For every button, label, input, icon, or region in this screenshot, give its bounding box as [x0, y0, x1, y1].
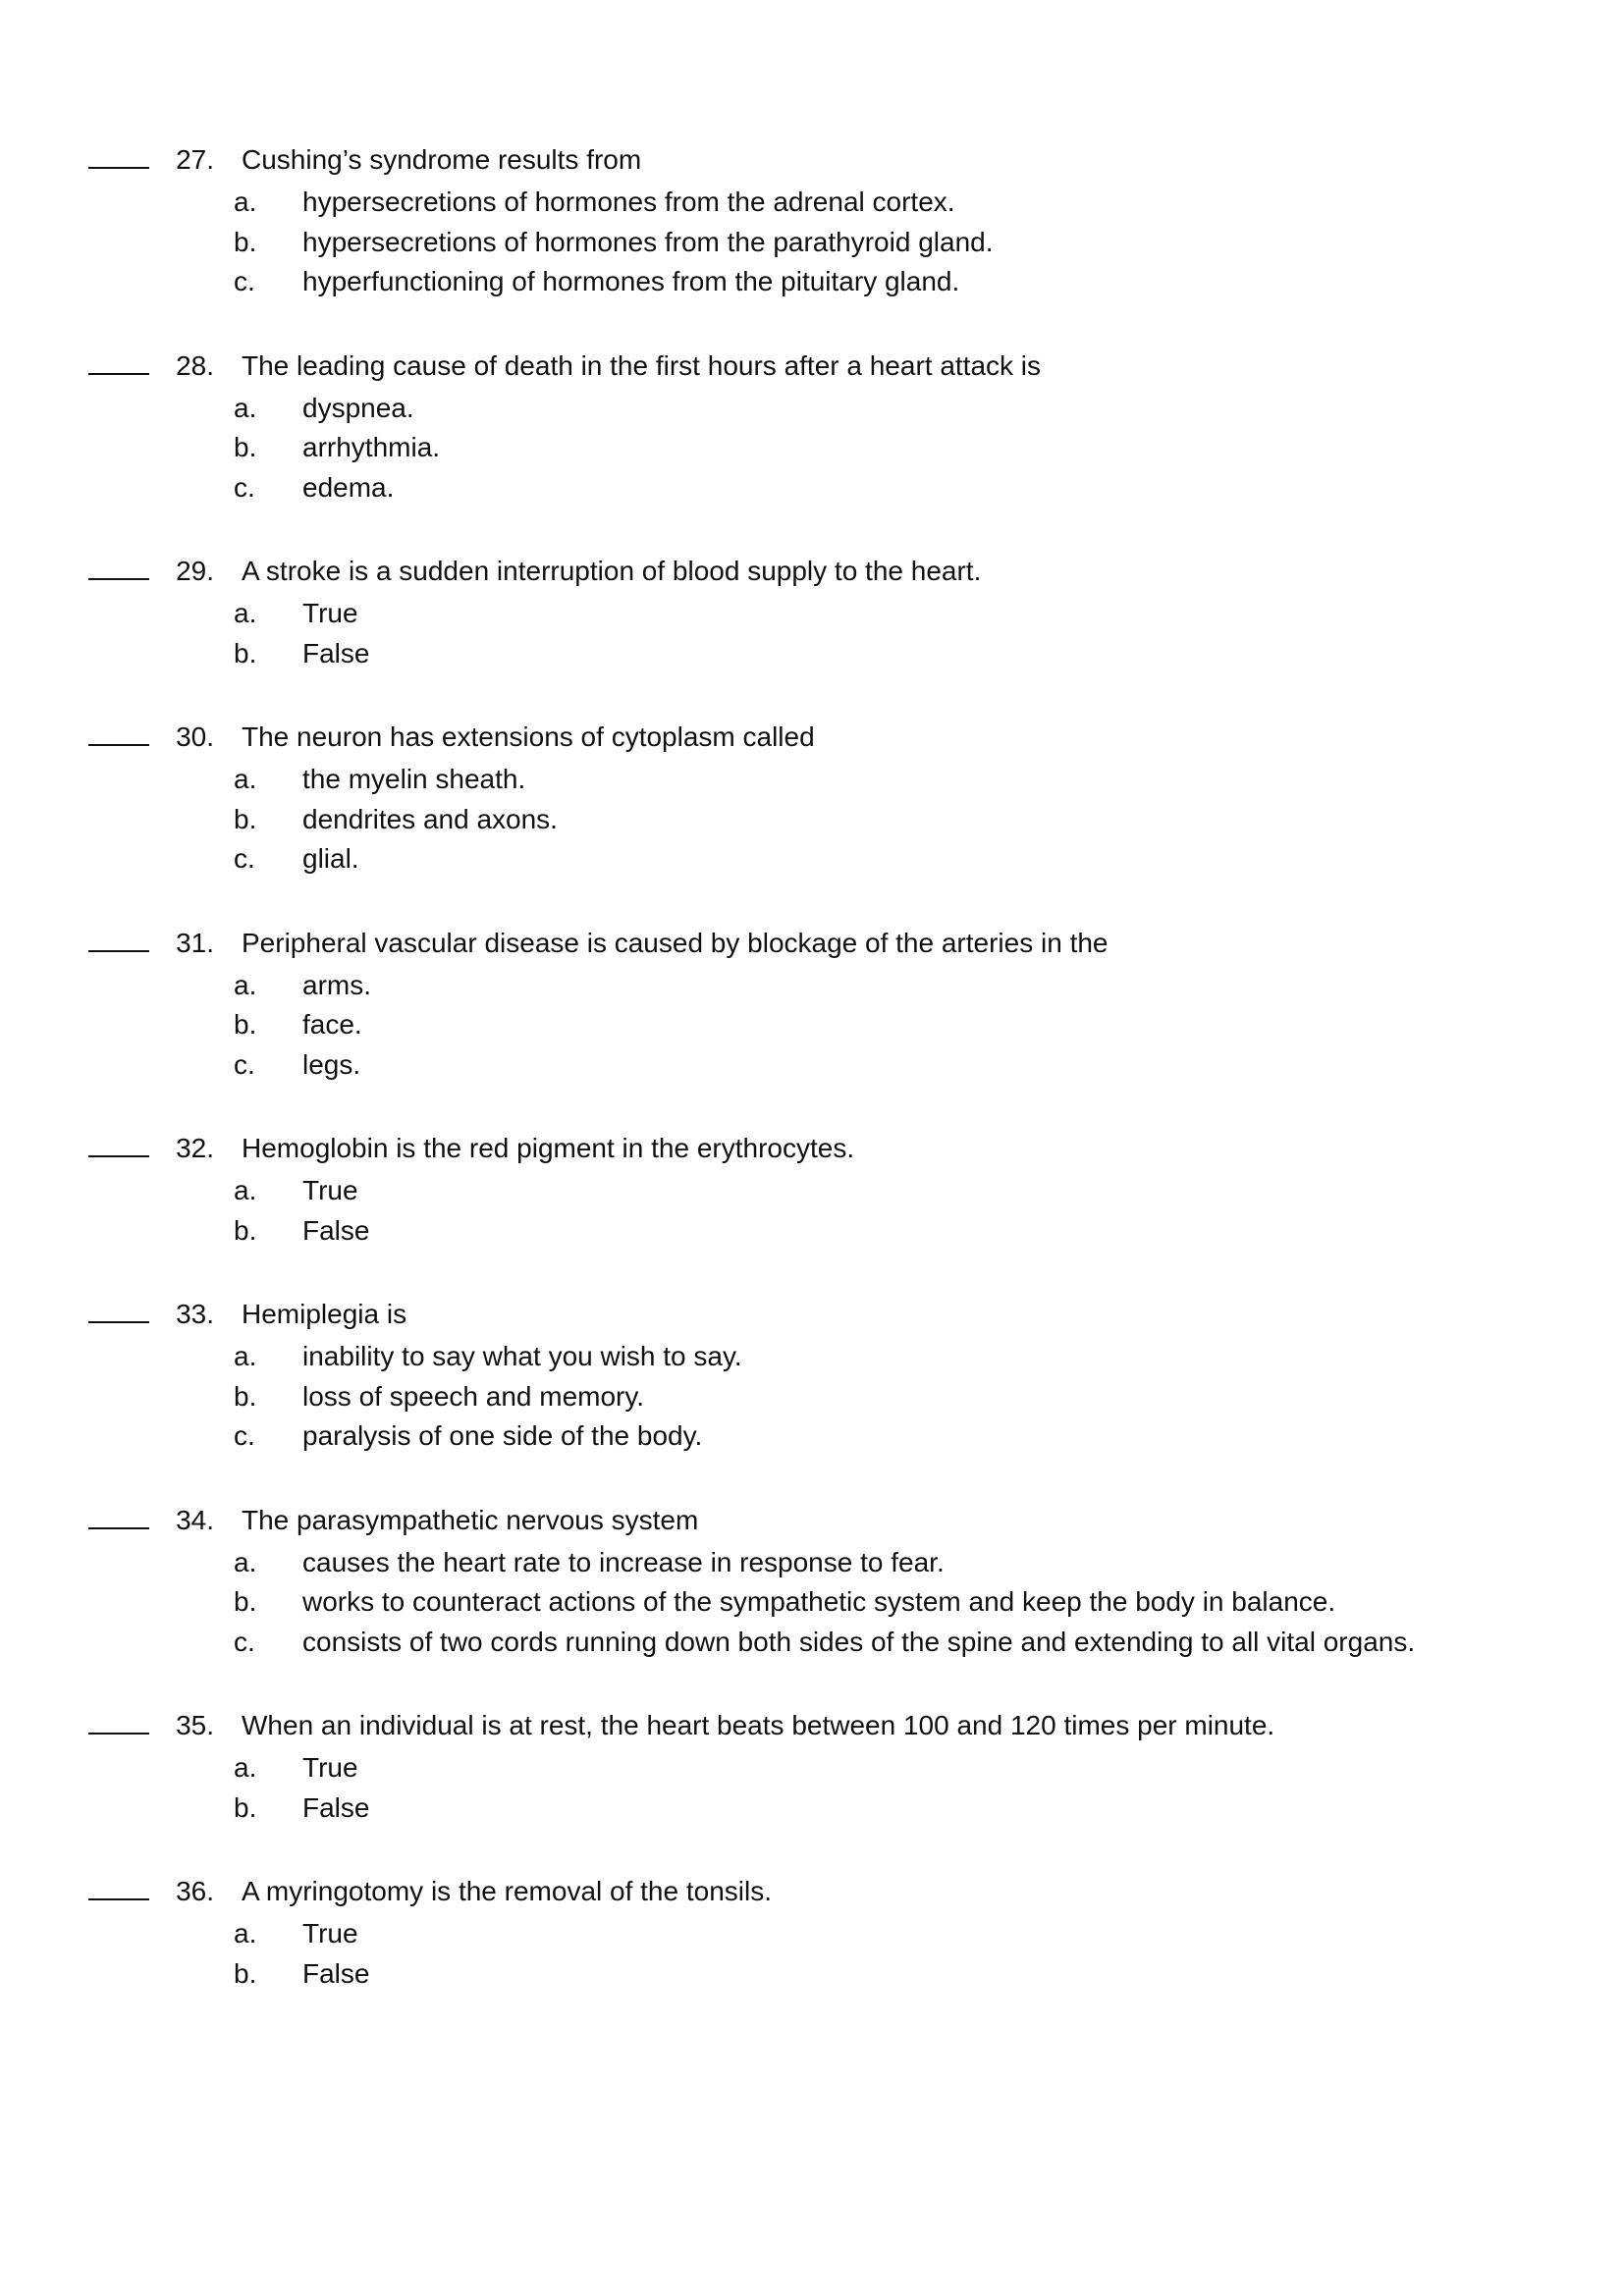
option-list — [88, 1337, 1561, 1457]
option-letter: a. — [234, 1752, 257, 1783]
option-list — [88, 1748, 1561, 1828]
option-letter: c. — [234, 843, 255, 874]
answer-option[interactable] — [88, 1789, 1561, 1829]
option-text: paralysis of one side of the body. — [302, 1420, 703, 1451]
option-letter: b. — [234, 226, 257, 257]
option-text: the myelin sheath. — [302, 764, 526, 794]
option-letter: a. — [234, 1341, 257, 1371]
question-text: The parasympathetic nervous system — [242, 1504, 699, 1535]
option-list — [88, 1543, 1561, 1663]
answer-option[interactable] — [88, 1543, 1561, 1583]
option-letter: c. — [234, 1048, 255, 1080]
question-stem-row — [88, 921, 1561, 964]
option-letter: a. — [234, 1918, 257, 1949]
option-list — [88, 1914, 1561, 1994]
question-text: When an individual is at rest, the heart beats between 100 and 120 times per minute. — [242, 1710, 1275, 1740]
answer-option[interactable] — [88, 1416, 1561, 1457]
question-35 — [88, 1703, 1561, 1828]
answer-blank[interactable] — [88, 715, 149, 746]
answer-option[interactable] — [88, 223, 1561, 263]
answer-option[interactable] — [88, 800, 1561, 840]
option-list — [88, 183, 1561, 302]
question-number: 33. — [176, 1299, 214, 1329]
option-list — [88, 760, 1561, 880]
option-letter: b. — [234, 1380, 257, 1412]
answer-option[interactable] — [88, 428, 1561, 468]
option-letter: b. — [234, 432, 257, 462]
question-text: Hemoglobin is the red pigment in the erythrocytes. — [242, 1133, 855, 1163]
option-letter: a. — [234, 187, 257, 217]
question-text: Hemiplegia is — [242, 1299, 407, 1329]
question-number: 35. — [176, 1710, 214, 1740]
question-stem-row — [88, 1126, 1561, 1169]
question-list — [88, 137, 1561, 2035]
option-text: hyperfunctioning of hormones from the pituitary gland. — [302, 266, 960, 296]
question-text: Cushing’s syndrome results from — [242, 144, 642, 175]
answer-option[interactable] — [88, 634, 1561, 674]
answer-option[interactable] — [88, 183, 1561, 223]
option-text: hypersecretions of hormones from the adrenal cortex. — [302, 187, 955, 217]
question-stem-row — [88, 1703, 1561, 1746]
option-letter: c. — [234, 266, 255, 296]
answer-option[interactable] — [88, 966, 1561, 1006]
answer-option[interactable] — [88, 1954, 1561, 1995]
option-text: face. — [302, 1009, 362, 1040]
question-text: Peripheral vascular disease is caused by blockage of the arteries in the — [242, 927, 1109, 958]
option-list — [88, 594, 1561, 673]
question-30 — [88, 715, 1561, 880]
question-number: 36. — [176, 1876, 214, 1906]
answer-option[interactable] — [88, 1005, 1561, 1045]
answer-option[interactable] — [88, 1211, 1561, 1252]
option-letter: a. — [234, 392, 257, 423]
answer-option[interactable] — [88, 1171, 1561, 1211]
option-letter: a. — [234, 1546, 257, 1577]
answer-option[interactable] — [88, 1337, 1561, 1377]
question-stem-row — [88, 344, 1561, 387]
question-32 — [88, 1126, 1561, 1251]
question-29 — [88, 549, 1561, 673]
option-text: legs. — [302, 1048, 361, 1080]
option-letter: b. — [234, 1791, 257, 1823]
option-letter: b. — [234, 803, 257, 834]
option-text: False — [302, 1957, 370, 1989]
question-stem-row — [88, 549, 1561, 592]
option-text: True — [302, 1175, 358, 1205]
question-stem-row — [88, 1292, 1561, 1335]
question-stem-row — [88, 137, 1561, 181]
question-34 — [88, 1498, 1561, 1663]
question-text: The neuron has extensions of cytoplasm called — [242, 721, 815, 752]
question-number: 27. — [176, 144, 214, 175]
option-letter: a. — [234, 1175, 257, 1205]
answer-option[interactable] — [88, 594, 1561, 634]
answer-blank[interactable] — [88, 1703, 149, 1735]
option-letter: c. — [234, 1626, 255, 1657]
question-number: 31. — [176, 927, 214, 958]
option-list — [88, 1171, 1561, 1251]
question-28 — [88, 344, 1561, 508]
answer-option[interactable] — [88, 1377, 1561, 1417]
option-letter: a. — [234, 764, 257, 794]
option-text: arrhythmia. — [302, 432, 441, 462]
option-text: causes the heart rate to increase in response to fear. — [302, 1546, 945, 1577]
answer-option[interactable] — [88, 760, 1561, 800]
option-letter: a. — [234, 969, 257, 1000]
answer-blank[interactable] — [88, 1498, 149, 1529]
answer-blank[interactable] — [88, 549, 149, 580]
question-stem-row — [88, 1498, 1561, 1541]
answer-blank[interactable] — [88, 137, 149, 169]
option-text: dyspnea. — [302, 392, 414, 423]
option-text: edema. — [302, 471, 395, 503]
question-number: 34. — [176, 1504, 214, 1535]
option-text: works to counteract actions of the sympathetic system and keep the body in balance. — [302, 1586, 1336, 1617]
option-text: arms. — [302, 969, 371, 1000]
answer-option[interactable] — [88, 262, 1561, 302]
question-36 — [88, 1869, 1561, 1994]
answer-option[interactable] — [88, 389, 1561, 429]
option-text: False — [302, 1214, 370, 1246]
question-stem-row — [88, 715, 1561, 758]
question-31 — [88, 921, 1561, 1086]
option-letter: c. — [234, 1420, 255, 1451]
option-letter: b. — [234, 1957, 257, 1989]
answer-blank[interactable] — [88, 921, 149, 952]
option-letter: b. — [234, 637, 257, 668]
option-list — [88, 389, 1561, 508]
option-text: glial. — [302, 843, 359, 874]
answer-blank[interactable] — [88, 1126, 149, 1157]
option-text: True — [302, 1752, 358, 1783]
question-27 — [88, 137, 1561, 302]
answer-blank[interactable] — [88, 1869, 149, 1900]
option-text: True — [302, 1918, 358, 1949]
answer-option[interactable] — [88, 1748, 1561, 1789]
answer-option[interactable] — [88, 1914, 1561, 1954]
answer-blank[interactable] — [88, 1292, 149, 1323]
option-text: loss of speech and memory. — [302, 1380, 645, 1412]
option-list — [88, 966, 1561, 1086]
option-letter: a. — [234, 598, 257, 628]
question-stem-row — [88, 1869, 1561, 1912]
option-letter: b. — [234, 1214, 257, 1246]
option-text: False — [302, 1791, 370, 1823]
question-text: A myringotomy is the removal of the tonsils. — [242, 1876, 772, 1906]
question-number: 29. — [176, 556, 214, 586]
question-text: A stroke is a sudden interruption of blood supply to the heart. — [242, 556, 982, 586]
option-text: hypersecretions of hormones from the parathyroid gland. — [302, 226, 994, 257]
option-letter: b. — [234, 1586, 257, 1617]
option-letter: b. — [234, 1009, 257, 1040]
answer-blank[interactable] — [88, 344, 149, 375]
option-text: inability to say what you wish to say. — [302, 1341, 742, 1371]
answer-option[interactable] — [88, 1623, 1561, 1663]
option-text: False — [302, 637, 370, 668]
answer-option[interactable] — [88, 1582, 1561, 1623]
option-text: dendrites and axons. — [302, 803, 558, 834]
option-text: True — [302, 598, 358, 628]
option-letter: c. — [234, 471, 255, 503]
answer-option[interactable] — [88, 468, 1561, 508]
question-text: The leading cause of death in the first hours after a heart attack is — [242, 349, 1042, 381]
option-text: consists of two cords running down both sides of the spine and extending to all vital organs. — [302, 1626, 1416, 1657]
question-number: 30. — [176, 721, 214, 752]
answer-option[interactable] — [88, 1045, 1561, 1086]
answer-option[interactable] — [88, 839, 1561, 880]
question-33 — [88, 1292, 1561, 1457]
question-number: 32. — [176, 1133, 214, 1163]
question-number: 28. — [176, 349, 214, 381]
